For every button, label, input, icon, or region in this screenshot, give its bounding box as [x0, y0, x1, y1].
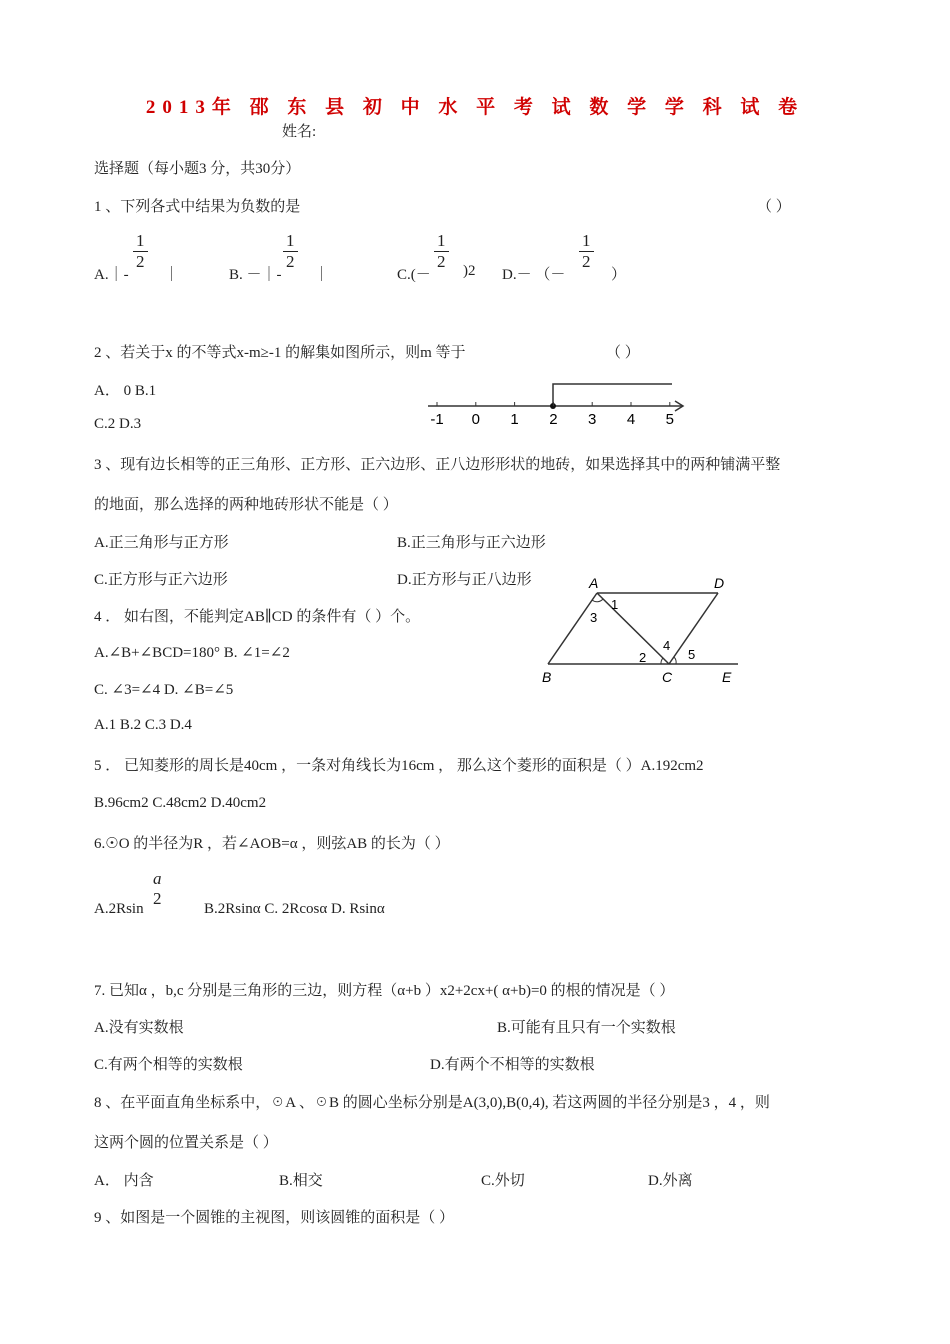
- q6-stem: 6.☉O 的半径为R ，若∠AOB=α ，则弦AB 的长为（ ）: [94, 836, 450, 852]
- angle-arc-c5: [674, 657, 676, 664]
- segment-ab: [548, 593, 597, 664]
- q4-options-ab: A.∠B+∠BCD=180° B. ∠1=∠2: [94, 645, 290, 661]
- parallelogram-figure: [538, 572, 748, 688]
- fraction-numerator: 1: [434, 231, 449, 252]
- label-a: A: [589, 575, 599, 591]
- q4-choices: A.1 B.2 C.3 D.4: [94, 717, 192, 733]
- angle-label-3: 3: [590, 610, 598, 625]
- q3-option-c: C.正方形与正六边形: [94, 572, 228, 588]
- q5-choices: B.96cm2 C.48cm2 D.40cm2: [94, 795, 267, 811]
- q6-option-a: A.2Rsin: [94, 901, 144, 917]
- q2-options-ab: A． 0 B.1: [94, 383, 157, 399]
- q1-option-d: D.－ （－: [502, 267, 566, 283]
- fraction-denominator: 2: [286, 252, 295, 271]
- q1-d-end: ）: [611, 267, 627, 283]
- name-label: 姓名:: [282, 124, 317, 140]
- tick-label: 4: [626, 411, 636, 428]
- q3-option-b: B.正三角形与正六边形: [397, 535, 546, 551]
- q9-stem: 9 、如图是一个圆锥的主视图，则该圆锥的面积是（ ）: [94, 1210, 455, 1226]
- angle-label-2: 2: [639, 650, 647, 665]
- number-line-figure: [420, 378, 692, 430]
- tick-label: 0: [471, 411, 480, 428]
- q1-b-end: ｜: [314, 267, 330, 283]
- fraction-denominator: 2: [153, 889, 162, 908]
- q1-paren: （ ）: [757, 199, 791, 215]
- q1-b-fraction: [283, 231, 298, 272]
- q1-c-fraction: [434, 231, 449, 272]
- fraction-numerator: a: [153, 869, 162, 888]
- q8-option-d: D.外离: [648, 1173, 693, 1189]
- fraction-denominator: 2: [437, 252, 446, 271]
- q7-option-b: B.可能有且只有一个实数根: [497, 1020, 676, 1036]
- label-b: B: [542, 669, 552, 685]
- q7-option-d: D.有两个不相等的实数根: [430, 1057, 595, 1073]
- q4-options-cd: C. ∠3=∠4 D. ∠B=∠5: [94, 682, 234, 698]
- angle-arc-c: [661, 658, 663, 664]
- q1-c-end: )2: [463, 263, 476, 279]
- q1-option-c: C.(－: [397, 267, 431, 283]
- tick-label: -1: [430, 411, 444, 428]
- q1-option-b: B. －｜-: [229, 267, 282, 283]
- q3-option-a: A.正三角形与正方形: [94, 535, 229, 551]
- section-heading: 选择题（每小题3 分，共30分）: [94, 161, 301, 177]
- q3-stem-line2: 的地面，那么选择的两种地砖形状不能是（ ）: [94, 497, 398, 513]
- fraction-numerator: 1: [579, 231, 594, 252]
- tick-label: 1: [510, 411, 519, 428]
- segment-ac: [597, 593, 669, 664]
- angle-label-5: 5: [688, 647, 696, 662]
- q1-option-a: A.｜-: [94, 267, 129, 283]
- q1-d-fraction: [579, 231, 594, 272]
- q2-paren: （ ）: [606, 345, 640, 361]
- q8-stem-line1: 8 、在平面直角坐标系中，☉A 、☉B 的圆心坐标分别是A(3,0),B(0,4), 若这两圆的半径分别是3 ，4 ，则: [94, 1095, 770, 1111]
- label-e: E: [722, 669, 732, 685]
- q6-other-options: B.2Rsinα C. 2Rcosα D. Rsinα: [204, 901, 385, 917]
- label-c: C: [662, 669, 673, 685]
- angle-label-1: 1: [611, 597, 619, 612]
- q8-option-c: C.外切: [481, 1173, 525, 1189]
- tick-label: 5: [665, 411, 674, 428]
- solution-set-bracket: [553, 384, 672, 406]
- q7-option-c: C.有两个相等的实数根: [94, 1057, 243, 1073]
- q3-option-d: D.正方形与正八边形: [397, 572, 532, 588]
- q4-stem: 4 ． 如右图，不能判定AB∥CD 的条件有（ ）个。: [94, 609, 421, 625]
- q1-a-fraction: [133, 231, 148, 272]
- q6-a-fraction: [150, 869, 165, 909]
- q8-option-b: B.相交: [279, 1173, 323, 1189]
- q2-options-cd: C.2 D.3: [94, 416, 142, 432]
- q7-stem: 7. 已知α ，b,c 分别是三角形的三边，则方程（α+b ）x2+2cx+( α+b)=0 的根的情况是（ ）: [94, 983, 675, 999]
- fraction-denominator: 2: [582, 252, 591, 271]
- label-d: D: [714, 575, 725, 591]
- q8-stem-line2: 这两个圆的位置关系是（ ）: [94, 1135, 278, 1151]
- page-title: 2013年 邵 东 县 初 中 水 平 考 试 数 学 学 科 试 卷: [145, 97, 805, 118]
- q1-a-end: ｜: [164, 267, 180, 283]
- q3-stem-line1: 3 、现有边长相等的正三角形、正方形、正六边形、正八边形形状的地砖，如果选择其中的两种铺满平整: [94, 457, 781, 473]
- q1-stem: 1 、下列各式中结果为负数的是: [94, 199, 301, 215]
- q7-option-a: A.没有实数根: [94, 1020, 184, 1036]
- tick-label: 2: [549, 411, 558, 428]
- q5-stem: 5 ． 已知菱形的周长是40cm ，一条对角线长为16cm ， 那么这个菱形的面积是（ ）A.192cm2: [94, 758, 704, 774]
- fraction-denominator: 2: [136, 252, 145, 271]
- fraction-numerator: 1: [133, 231, 148, 252]
- angle-label-4: 4: [663, 638, 671, 653]
- q8-option-a: A． 内含: [94, 1173, 154, 1189]
- tick-label: 3: [588, 411, 597, 428]
- fraction-numerator: 1: [283, 231, 298, 252]
- angle-arc-a: [592, 599, 603, 602]
- q2-stem: 2 、若关于x 的不等式x-m≥-1 的解集如图所示，则m 等于: [94, 345, 466, 361]
